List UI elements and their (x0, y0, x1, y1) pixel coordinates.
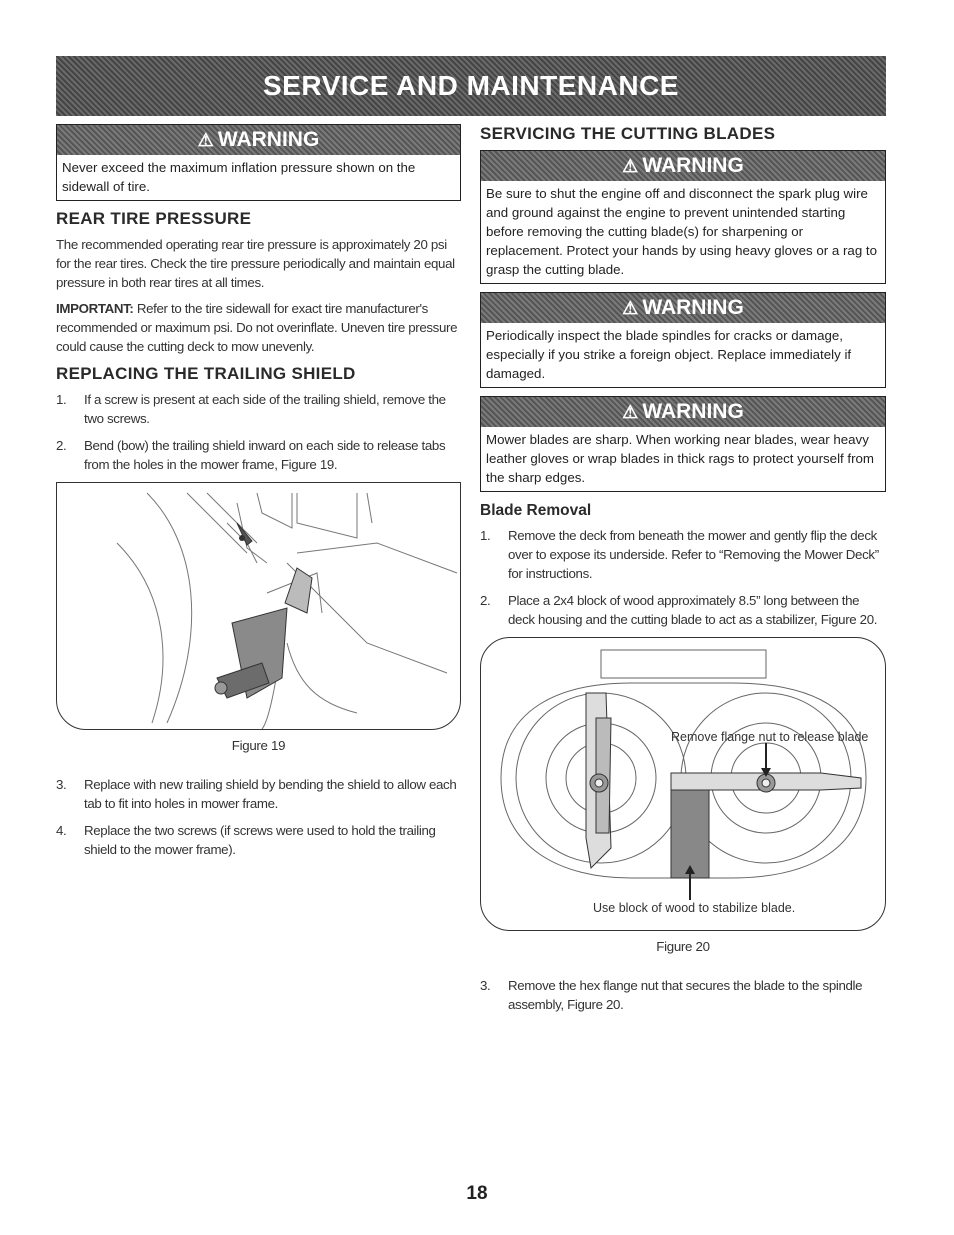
warning-label: WARNING (642, 400, 744, 423)
list-item (56, 390, 461, 428)
step-number: 2. (56, 438, 67, 453)
step-number: 2. (480, 593, 491, 608)
warning-label: WARNING (642, 154, 744, 177)
step-text: Replace the two screws (if screws were used to hold the trailing shield to the mower frame). (84, 823, 436, 857)
figure-19-trailing-shield (56, 482, 461, 730)
list-item (480, 976, 886, 1014)
warning-text: Never exceed the maximum inflation pressure shown on the sidewall of tire. (62, 160, 416, 194)
warning-label: WARNING (642, 296, 744, 319)
page-number: 18 (466, 1183, 488, 1204)
step-text: Remove the hex flange nut that secures the blade to the spindle assembly, Figure 20. (508, 978, 863, 1012)
warning-header (481, 293, 885, 323)
list-item (480, 526, 886, 583)
step-text: If a screw is present at each side of the trailing shield, remove the two screws. (84, 392, 446, 426)
left-column (56, 124, 461, 867)
warning-box-tire (56, 124, 461, 201)
list-item (56, 821, 461, 859)
rear-tire-paragraph: The recommended operating rear tire pressure is approximately 20 psi for the rear tires. Check the tire pressure periodically and maintain equal pressure in both rear tires at all times. (56, 237, 455, 290)
step-text: Replace with new trailing shield by bending the shield to allow each tab to fit into holes in mower frame. (84, 777, 457, 811)
list-item (56, 775, 461, 813)
heading-servicing-blades: SERVICING THE CUTTING BLADES (480, 124, 776, 143)
important-label: IMPORTANT: (56, 301, 134, 316)
callout-wood-block: Use block of wood to stabilize blade. (593, 901, 796, 915)
warning-triangle-icon: ⚠ (622, 401, 639, 422)
warning-text: Be sure to shut the engine off and disconnect the spark plug wire and ground against the engine to prevent unintended starting before removing the cutting blade(s) for sharpening or replacement. Protect your hands by using heavy gloves or a rag to grasp the cutting blade. (486, 186, 877, 277)
figure-19-caption: Figure 19 (231, 738, 286, 753)
banner-title: SERVICE AND MAINTENANCE (263, 70, 679, 101)
trailing-shield-illustration (57, 483, 462, 729)
step-text: Place a 2x4 block of wood approximately 8.5” long between the deck housing and the cutting blade to act as a stabilizer, Figure 20. (508, 593, 878, 627)
warning-box-spark-plug (480, 150, 886, 284)
warning-triangle-icon: ⚠ (622, 297, 639, 318)
list-item (480, 591, 886, 629)
step-text: Remove the deck from beneath the mower and gently flip the deck over to expose its underside. Refer to “Removing the Mower Deck” for instructions. (508, 528, 879, 581)
warning-header (481, 397, 885, 427)
callout-flange-nut: Remove flange nut to release blade (671, 730, 869, 744)
important-paragraph (56, 299, 461, 356)
step-number: 3. (56, 777, 67, 792)
step-number: 3. (480, 978, 491, 993)
important-text: Refer to the tire sidewall for exact tire manufacturer's recommended or maximum psi. Do not overinflate. Uneven tire pressure could cause the cutting deck to mow unevenly. (56, 301, 458, 354)
figure-20-blade-removal (480, 637, 886, 931)
warning-header (57, 125, 460, 155)
warning-text: Mower blades are sharp. When working near blades, wear heavy leather gloves or wrap blades in thick rags to protect yourself from the sharp edges. (486, 432, 875, 485)
step-number: 1. (56, 392, 67, 407)
right-column (480, 124, 886, 1022)
warning-triangle-icon: ⚠ (622, 155, 639, 176)
warning-text: Periodically inspect the blade spindles for cracks or damage, especially if you strike a foreign object. Replace immediately if damaged. (486, 328, 852, 381)
warning-label: WARNING (217, 128, 320, 151)
warning-box-spindles (480, 292, 886, 388)
heading-blade-removal: Blade Removal (480, 502, 592, 519)
warning-box-sharp-blades (480, 396, 886, 492)
figure-20-caption: Figure 20 (656, 939, 710, 954)
heading-trailing-shield: REPLACING THE TRAILING SHIELD (56, 364, 356, 383)
heading-rear-tire-pressure: REAR TIRE PRESSURE (56, 209, 252, 228)
warning-triangle-icon: ⚠ (197, 129, 214, 150)
step-number: 4. (56, 823, 67, 838)
blade-removal-illustration (481, 638, 887, 930)
step-text: Bend (bow) the trailing shield inward on each side to release tabs from the holes in the mower frame, Figure 19. (84, 438, 446, 472)
section-banner (56, 56, 886, 116)
warning-header (481, 151, 885, 181)
step-number: 1. (480, 528, 491, 543)
list-item (56, 436, 461, 474)
